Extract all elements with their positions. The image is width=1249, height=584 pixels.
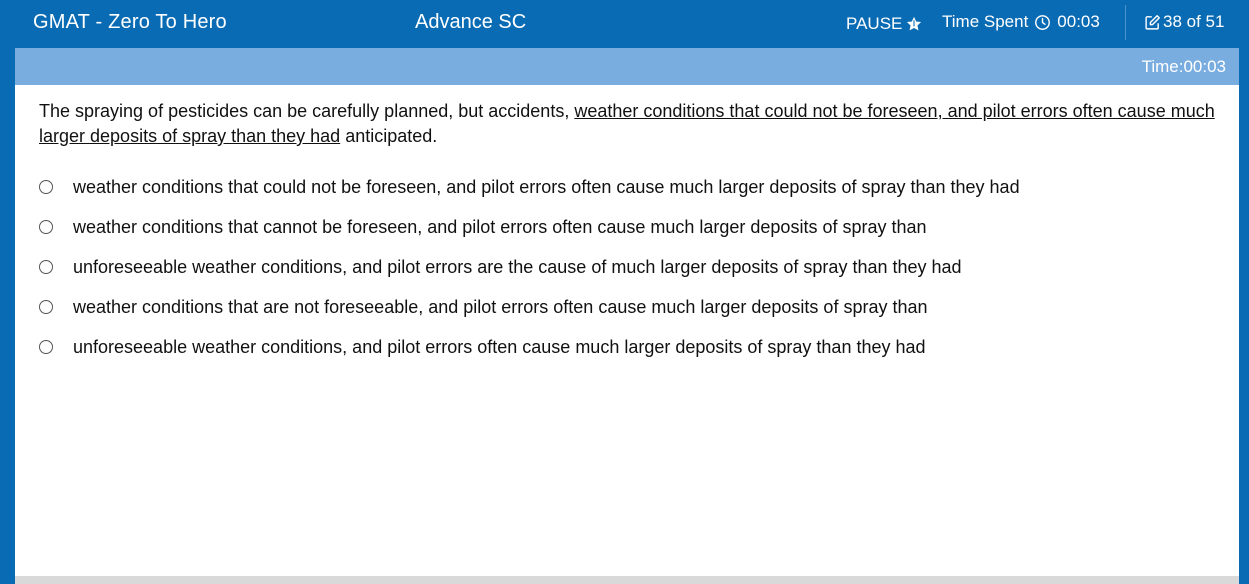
radio-button-e[interactable] (39, 340, 53, 354)
question-panel (15, 85, 1239, 576)
top-header (0, 0, 1249, 47)
question-suffix: anticipated. (340, 126, 438, 146)
header-divider (1125, 5, 1126, 40)
progress-text: 38 of 51 (1163, 12, 1225, 31)
question-timer: Time:00:03 (1141, 57, 1226, 76)
option-text-e: unforeseeable weather conditions, and pilot errors often cause much larger deposits of spray than they had (73, 337, 926, 357)
question-underlined: weather conditions that could not be foreseen, and pilot errors often cause much larger deposits of spray than they had (39, 101, 1215, 146)
radio-button-d[interactable] (39, 300, 53, 314)
clock-icon (1034, 14, 1051, 31)
pause-label: PAUSE (846, 14, 903, 33)
answer-option-c[interactable] (39, 257, 1219, 297)
pause-button[interactable] (846, 14, 922, 34)
option-text-b: weather conditions that cannot be foreseen, and pilot errors often cause much larger deposits of spray than (73, 217, 927, 237)
time-spent-label: Time Spent (942, 12, 1029, 31)
answer-option-a[interactable] (39, 177, 1219, 217)
time-spent-value: 00:03 (1057, 12, 1100, 31)
radio-button-b[interactable] (39, 220, 53, 234)
radio-button-a[interactable] (39, 180, 53, 194)
question-progress[interactable] (1144, 12, 1224, 32)
answer-option-e[interactable] (39, 337, 1219, 377)
question-prefix: The spraying of pesticides can be carefully planned, but accidents, (39, 101, 575, 121)
timer-bar (15, 48, 1239, 85)
radio-button-c[interactable] (39, 260, 53, 274)
edit-icon (1144, 14, 1161, 31)
question-text (39, 99, 1219, 149)
option-text-c: unforeseeable weather conditions, and pilot errors are the cause of much larger deposits of spray than they had (73, 257, 962, 277)
time-spent (942, 12, 1100, 32)
answer-option-d[interactable] (39, 297, 1219, 337)
answer-option-b[interactable] (39, 217, 1219, 257)
footer-strip (15, 576, 1239, 584)
section-title: Advance SC (415, 11, 527, 33)
option-text-a: weather conditions that could not be foreseen, and pilot errors often cause much larger deposits of spray than they had (73, 177, 1020, 197)
course-title: GMAT - Zero To Hero (33, 11, 227, 33)
answer-options (39, 177, 1219, 377)
star-icon (906, 16, 922, 32)
option-text-d: weather conditions that are not foreseeable, and pilot errors often cause much larger deposits of spray than (73, 297, 928, 317)
